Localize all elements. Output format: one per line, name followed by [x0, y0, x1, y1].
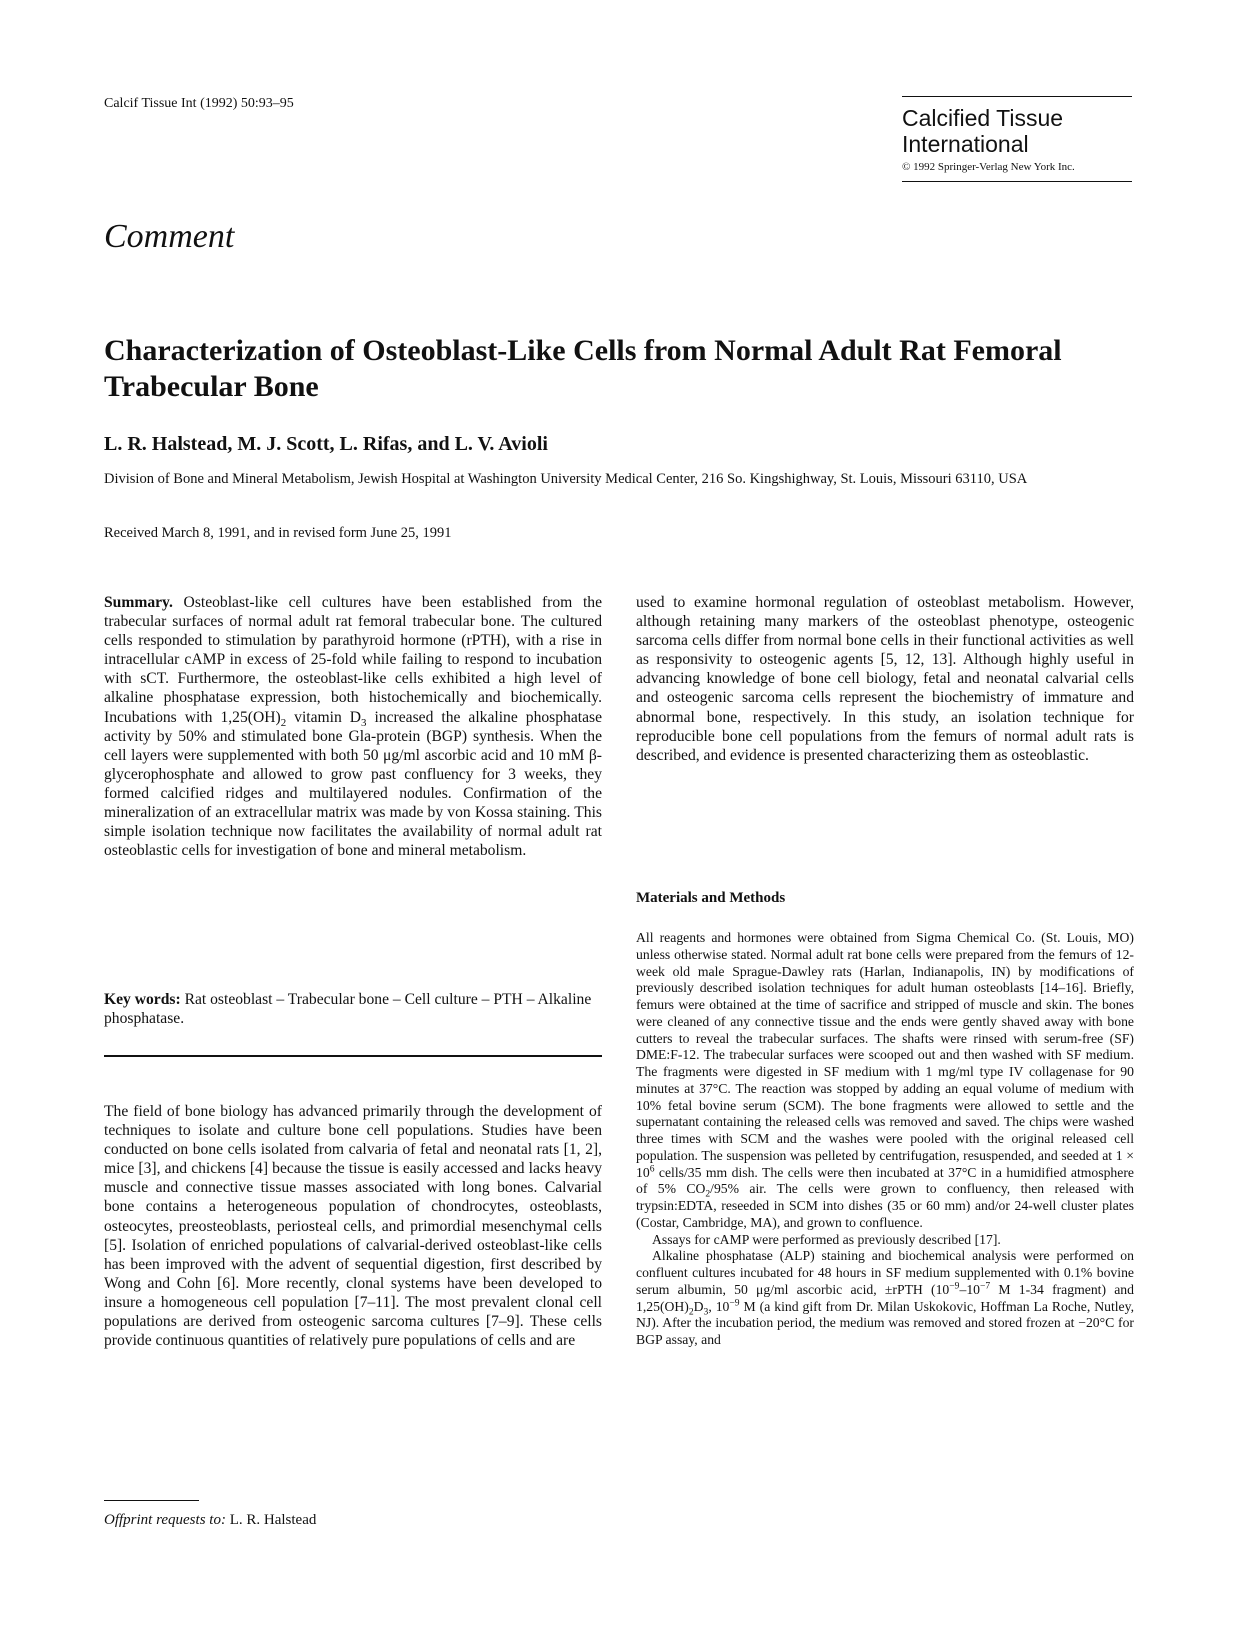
section-label: Comment — [104, 218, 235, 255]
summary-label: Summary. — [104, 594, 173, 611]
journal-masthead — [902, 96, 1132, 182]
summary-text-1: Osteoblast-like cell cultures have been established from the trabecular surfaces of normal adult rat femoral trabecular bone. The cultured cells responded to stimulation by parathyroid hormone (rPTH), with a rise in intracellular cAMP in excess of 25-fold while failing to respond to incubation with sCT. Furthermore, the osteoblast-like cells exhibited a high level of alkaline phosphatase expression, both histochemically and biochemically. Incubations with 1,25(OH) — [104, 594, 602, 726]
author-affiliation: Division of Bone and Mineral Metabolism, Jewish Hospital at Washington University Medical Center, 216 So. Kingshighway, St. Louis, Missouri 63110, USA — [104, 471, 1028, 487]
keywords-label: Key words: — [104, 991, 181, 1008]
intro-paragraph-left: The field of bone biology has advanced primarily through the development of techniques to isolate and culture bone cell populations. Studies have been conducted on bone cells isolated from calvaria of fetal and neonatal rats [1, 2], mice [3], and chickens [4] because the tissue is easily accessed and lacks heavy muscle and connective tissue masses associated with long bones. Calvarial bone contains a heterogeneous population of chondrocytes, osteoblasts, osteocytes, preosteoblasts, periosteal cells, and primordial mesenchymal cells [5]. Isolation of enriched populations of calvarial-derived osteoblast-like cells has been improved with the advent of sequential digestion, first described by Wong and Cohn [6]. More recently, clonal systems have been developed to insure a homogeneous cell population [7–11]. The most prevalent clonal cell populations are derived from osteogenic sarcoma cultures [7–9]. These cells provide continuous quantities of relatively pure populations of cells and are — [104, 1103, 602, 1350]
methods-heading: Materials and Methods — [636, 890, 786, 906]
masthead-bottom-rule — [902, 181, 1132, 182]
journal-name-line-2: International — [902, 131, 1029, 157]
author-list: L. R. Halstead, M. J. Scott, L. Rifas, and L. V. Avioli — [104, 433, 548, 455]
introduction-left — [104, 1102, 602, 1350]
footnote-name: L. R. Halstead — [225, 1512, 317, 1528]
journal-name — [902, 105, 1132, 157]
summary-text-3: increased the alkaline phosphatase activity by 50% and stimulated bone Gla-protein (BGP) synthesis. When the cell layers were supplemented with both 50 μg/ml ascorbic acid and 10 mM β-glycerophosphate and allowed to grow past confluency for 3 weeks, they formed calcified ridges and multilayered nodules. Confirmation of the mineralization of an extracellular matrix was made by von Kossa staining. This simple isolation technique now facilitates the availability of normal adult rat osteoblastic cells for investigation of bone and mineral metabolism. — [104, 708, 602, 860]
methods-paragraph-3: Alkaline phosphatase (ALP) staining and biochemical analysis were performed on confluent cultures incubated for 48 hours in SF medium supplemented with 0.1% bovine serum albumin, 50 μg/ml ascorbic acid, ±rPTH ($10^{-9}-10^{-7}$ M 1-34 fragment) and $1,25(OH)_2D_3$, $10^{-9}$ M (a kind gift from Dr. Milan Uskokovic, Hoffman La Roche, Nutley, NJ). After the incubation period, the medium was removed and stored frozen at −20°C for BGP assay, and — [636, 1248, 1135, 1347]
footnote-label: Offprint requests to: — [104, 1512, 226, 1528]
abstract-divider — [104, 1055, 602, 1057]
received-date: Received March 8, 1991, and in revised form June 25, 1991 — [104, 525, 452, 541]
journal-citation: Calcif Tissue Int (1992) 50:93–95 — [104, 96, 294, 111]
keywords — [104, 990, 602, 1028]
methods-paragraph-1: All reagents and hormones were obtained from Sigma Chemical Co. (St. Louis, MO) unless otherwise stated. Normal adult rat bone cells were prepared from the femurs of 12-week old male Sprague-Dawley rats (Harlan, Indianapolis, IN) by modifications of previously described isolation techniques for adult human osteoblasts [14–16]. Briefly, femurs were obtained at the time of sacrifice and stripped of muscle and skin. The bones were cleaned of any connective tissue and the ends were gently shaved away with bone cutters to reveal the trabecular surfaces. The shafts were rinsed with serum-free (SF) DME:F-12. The trabecular surfaces were scooped out and then washed with SF medium. The fragments were digested in SF medium with 1 mg/ml type IV collagenase for 90 minutes at 37°C. The reaction was stopped by adding an equal volume of medium with 10% fetal bovine serum (SCM). The bone fragments were allowed to settle and the supernatant containing the released cells was removed and saved. The chips were washed three times with SCM and the washes were pooled with the original released cell population. The suspension was pelleted by centrifugation, resuspended, and seeded at $1 \times 10^6$ cells/35 mm dish. The cells were then incubated at 37°C in a humidified atmosphere of 5% $CO_2/95\%$ air. The cells were grown to confluency, then released with trypsin:EDTA, reseeded in SCM into dishes (35 or 60 mm) and/or 24-well cluster plates (Costar, Cambridge, MA), and grown to confluence. — [636, 930, 1134, 1230]
offprint-footnote — [104, 1512, 316, 1529]
abstract-summary: Summary. Osteoblast-like cell cultures have been established from the trabecular surfaces of normal adult rat femoral trabecular bone. The cultured cells responded to stimulation by parathyroid hormone (rPTH), with a rise in intracellular cAMP in excess of 25-fold while failing to respond to incubation with sCT. Furthermore, the osteoblast-like cells exhibited a high level of alkaline phosphatase expression, both histochemically and biochemically. Incubations with $1,25(OH)_2$ vitamin $D_3$ increased the alkaline phosphatase activity by 50% and stimulated bone Gla-protein (BGP) synthesis. When the cell layers were supplemented with both 50 μg/ml ascorbic acid and 10 mM β-glycerophosphate and allowed to grow past confluency for 3 weeks, they formed calcified ridges and multilayered nodules. Confirmation of the mineralization of an extracellular matrix was made by von Kossa staining. This simple isolation technique now facilitates the availability of normal adult rat osteoblastic cells for investigation of bone and mineral metabolism. — [104, 594, 602, 860]
summary-text-2: vitamin D — [286, 708, 362, 726]
methods-body — [636, 930, 1134, 1349]
masthead-top-rule — [902, 96, 1132, 97]
keywords-text: Rat osteoblast – Trabecular bone – Cell culture – PTH – Alkaline phosphatase. — [104, 991, 592, 1028]
methods-paragraph-2: Assays for cAMP were performed as previously described [17]. — [652, 1231, 1001, 1247]
article-title: Characterization of Osteoblast-Like Cells from Normal Adult Rat Femoral Trabecular Bone — [104, 334, 1062, 403]
copyright-notice: © 1992 Springer-Verlag New York Inc. — [902, 161, 1075, 173]
footnote-divider — [104, 1500, 199, 1501]
introduction-right — [636, 593, 1134, 765]
journal-name-line-1: Calcified Tissue — [902, 105, 1064, 131]
intro-paragraph-right: used to examine hormonal regulation of osteoblast metabolism. However, although retaining many markers of the osteoblast phenotype, osteogenic sarcoma cells differ from normal bone cells in their functional activities as well as responsivity to osteogenic agents [5, 12, 13]. Although highly useful in advancing knowledge of bone cell biology, fetal and neonatal calvarial cells and osteogenic sarcoma cells represent the biochemistry of immature and abnormal bone, respectively. In this study, an isolation technique for reproducible bone cell populations from the femurs of normal adult rats is described, and evidence is presented characterizing them as osteoblastic. — [636, 594, 1134, 764]
